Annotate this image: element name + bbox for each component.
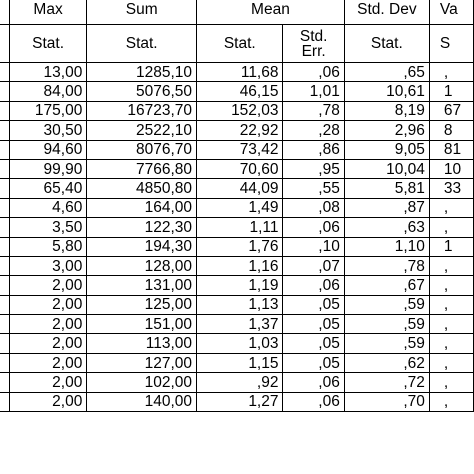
subheader-std-dev-stat: Stat. <box>344 25 429 63</box>
variance-cell: 81 <box>429 140 473 159</box>
table-row <box>0 295 474 314</box>
mean-cell: 152,03 <box>197 101 283 120</box>
variance-cell: , <box>429 353 473 372</box>
variance-cell: 67 <box>429 101 473 120</box>
table-row <box>0 159 474 178</box>
table-body <box>0 63 474 412</box>
mean-cell: 73,42 <box>197 140 283 159</box>
variance-cell: 1 <box>429 82 473 101</box>
std-dev-cell: ,87 <box>344 198 429 217</box>
table-row <box>0 237 474 256</box>
sum-cell: 2522,10 <box>87 121 197 140</box>
sum-cell: 127,00 <box>87 353 197 372</box>
max-cell: 84,00 <box>9 82 87 101</box>
std-dev-cell: ,78 <box>344 256 429 275</box>
mean-std-err-cell: ,06 <box>283 218 344 237</box>
mean-std-err-cell: ,06 <box>283 392 344 411</box>
mean-std-err-cell: ,55 <box>283 179 344 198</box>
max-cell: 2,00 <box>9 295 87 314</box>
max-cell: 99,90 <box>9 159 87 178</box>
header-row-label-cell <box>0 0 9 25</box>
max-cell: 2,00 <box>9 276 87 295</box>
mean-cell: 46,15 <box>197 82 283 101</box>
mean-cell: 1,11 <box>197 218 283 237</box>
std-dev-cell: 10,04 <box>344 159 429 178</box>
mean-std-err-cell: ,05 <box>283 353 344 372</box>
subheader-mean-std-err <box>283 25 344 63</box>
variance-cell: , <box>429 256 473 275</box>
mean-std-err-cell: ,28 <box>283 121 344 140</box>
mean-cell: 1,15 <box>197 353 283 372</box>
table-row <box>0 101 474 120</box>
sum-cell: 8076,70 <box>87 140 197 159</box>
sum-cell: 5076,50 <box>87 82 197 101</box>
variance-cell: , <box>429 63 473 82</box>
sum-cell: 131,00 <box>87 276 197 295</box>
header-mean: Mean <box>197 0 345 25</box>
std-dev-cell: 1,10 <box>344 237 429 256</box>
mean-std-err-cell: ,06 <box>283 373 344 392</box>
row-label-cell <box>0 334 9 353</box>
sum-cell: 140,00 <box>87 392 197 411</box>
row-label-cell <box>0 198 9 217</box>
variance-cell: 1 <box>429 237 473 256</box>
sum-cell: 128,00 <box>87 256 197 275</box>
mean-cell: 1,13 <box>197 295 283 314</box>
std-dev-cell: 8,19 <box>344 101 429 120</box>
max-cell: 5,80 <box>9 237 87 256</box>
std-dev-cell: ,67 <box>344 276 429 295</box>
mean-std-err-cell: ,06 <box>283 276 344 295</box>
max-cell: 2,00 <box>9 315 87 334</box>
std-dev-cell: ,70 <box>344 392 429 411</box>
row-label-cell <box>0 101 9 120</box>
row-label-cell <box>0 295 9 314</box>
header-max: Max <box>9 0 87 25</box>
row-label-cell <box>0 218 9 237</box>
variance-cell: , <box>429 295 473 314</box>
std-dev-cell: ,59 <box>344 334 429 353</box>
mean-cell: 11,68 <box>197 63 283 82</box>
row-label-cell <box>0 159 9 178</box>
max-cell: 2,00 <box>9 334 87 353</box>
row-label-cell <box>0 256 9 275</box>
max-cell: 3,50 <box>9 218 87 237</box>
header-std-dev: Std. Dev <box>344 0 429 25</box>
max-cell: 175,00 <box>9 101 87 120</box>
std-dev-cell: 5,81 <box>344 179 429 198</box>
table-row <box>0 179 474 198</box>
std-dev-cell: 10,61 <box>344 82 429 101</box>
mean-cell: 1,03 <box>197 334 283 353</box>
std-dev-cell: ,63 <box>344 218 429 237</box>
table-row <box>0 315 474 334</box>
variance-cell: , <box>429 315 473 334</box>
std-dev-cell: ,65 <box>344 63 429 82</box>
row-label-cell <box>0 315 9 334</box>
sum-cell: 7766,80 <box>87 159 197 178</box>
mean-std-err-cell: ,05 <box>283 315 344 334</box>
row-label-cell <box>0 140 9 159</box>
subheader-max-stat: Stat. <box>9 25 87 63</box>
table-row <box>0 198 474 217</box>
std-dev-cell: ,59 <box>344 315 429 334</box>
header-sum: Sum <box>87 0 197 25</box>
row-label-cell <box>0 63 9 82</box>
max-cell: 65,40 <box>9 179 87 198</box>
variance-cell: , <box>429 373 473 392</box>
mean-cell: 1,27 <box>197 392 283 411</box>
mean-std-err-cell: ,08 <box>283 198 344 217</box>
table-row <box>0 121 474 140</box>
subheader-row-label-cell <box>0 25 9 63</box>
max-cell: 3,00 <box>9 256 87 275</box>
mean-cell: 1,49 <box>197 198 283 217</box>
mean-std-err-cell: ,78 <box>283 101 344 120</box>
std-dev-cell: ,59 <box>344 295 429 314</box>
sum-cell: 151,00 <box>87 315 197 334</box>
row-label-cell <box>0 276 9 295</box>
mean-std-err-cell: 1,01 <box>283 82 344 101</box>
header-row-sub <box>0 25 474 63</box>
variance-cell: 33 <box>429 179 473 198</box>
sum-cell: 164,00 <box>87 198 197 217</box>
row-label-cell <box>0 373 9 392</box>
row-label-cell <box>0 121 9 140</box>
max-cell: 13,00 <box>9 63 87 82</box>
sum-cell: 16723,70 <box>87 101 197 120</box>
max-cell: 2,00 <box>9 392 87 411</box>
variance-cell: , <box>429 276 473 295</box>
mean-cell: 70,60 <box>197 159 283 178</box>
sum-cell: 4850,80 <box>87 179 197 198</box>
subheader-sum-stat: Stat. <box>87 25 197 63</box>
variance-cell: , <box>429 334 473 353</box>
max-cell: 2,00 <box>9 373 87 392</box>
mean-std-err-cell: ,05 <box>283 295 344 314</box>
mean-cell: 1,76 <box>197 237 283 256</box>
max-cell: 94,60 <box>9 140 87 159</box>
header-variance: Va <box>429 0 473 25</box>
sum-cell: 1285,10 <box>87 63 197 82</box>
variance-cell: 8 <box>429 121 473 140</box>
header-row-groups <box>0 0 474 25</box>
variance-cell: , <box>429 218 473 237</box>
mean-cell: 1,37 <box>197 315 283 334</box>
sum-cell: 122,30 <box>87 218 197 237</box>
mean-std-err-cell: ,07 <box>283 256 344 275</box>
table-row <box>0 392 474 411</box>
max-cell: 2,00 <box>9 353 87 372</box>
std-dev-cell: 2,96 <box>344 121 429 140</box>
mean-cell: 44,09 <box>197 179 283 198</box>
row-label-cell <box>0 353 9 372</box>
mean-std-err-cell: ,95 <box>283 159 344 178</box>
mean-std-err-cell: ,86 <box>283 140 344 159</box>
row-label-cell <box>0 237 9 256</box>
mean-cell: ,92 <box>197 373 283 392</box>
table-row <box>0 82 474 101</box>
subheader-mean-stat: Stat. <box>197 25 283 63</box>
row-label-cell <box>0 82 9 101</box>
variance-cell: , <box>429 392 473 411</box>
std-dev-cell: ,72 <box>344 373 429 392</box>
row-label-cell <box>0 179 9 198</box>
table-row <box>0 276 474 295</box>
mean-std-err-cell: ,05 <box>283 334 344 353</box>
table-row <box>0 140 474 159</box>
variance-cell: , <box>429 198 473 217</box>
subheader-variance-stat: S <box>429 25 473 63</box>
table-row <box>0 373 474 392</box>
mean-std-err-cell: ,10 <box>283 237 344 256</box>
table-row <box>0 334 474 353</box>
variance-cell: 10 <box>429 159 473 178</box>
mean-cell: 22,92 <box>197 121 283 140</box>
table-row <box>0 218 474 237</box>
sum-cell: 194,30 <box>87 237 197 256</box>
std-err-label: Std. Err. <box>299 27 328 60</box>
table-row <box>0 353 474 372</box>
table-row <box>0 256 474 275</box>
table-row <box>0 63 474 82</box>
sum-cell: 113,00 <box>87 334 197 353</box>
max-cell: 30,50 <box>9 121 87 140</box>
max-cell: 4,60 <box>9 198 87 217</box>
row-label-cell <box>0 392 9 411</box>
std-dev-cell: ,62 <box>344 353 429 372</box>
sum-cell: 102,00 <box>87 373 197 392</box>
std-dev-cell: 9,05 <box>344 140 429 159</box>
sum-cell: 125,00 <box>87 295 197 314</box>
mean-cell: 1,16 <box>197 256 283 275</box>
mean-cell: 1,19 <box>197 276 283 295</box>
mean-std-err-cell: ,06 <box>283 63 344 82</box>
